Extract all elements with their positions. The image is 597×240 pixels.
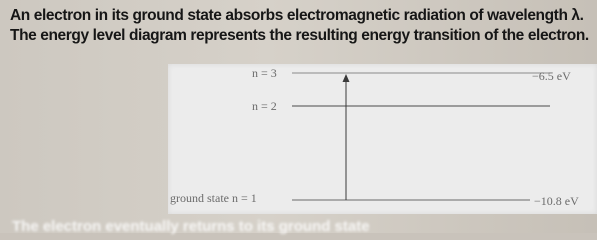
question-line-2: The energy level diagram represents the resulting energy transition of the electron. bbox=[10, 27, 589, 44]
footer-text: The electron eventually returns to its ground state bbox=[12, 218, 370, 235]
energy-level-svg bbox=[168, 64, 597, 214]
level-n3-energy: −6.5 eV bbox=[532, 69, 571, 83]
level-n3-label: n = 3 bbox=[252, 66, 277, 80]
question-line-1: An electron in its ground state absorbs electromagnetic radiation of wavelength λ. bbox=[10, 7, 584, 24]
level-n1-label: ground state n = 1 bbox=[170, 191, 257, 205]
transition-arrow-head bbox=[343, 74, 350, 82]
question-text bbox=[10, 6, 590, 46]
level-n2-label: n = 2 bbox=[252, 99, 277, 113]
level-n1-energy: −10.8 eV bbox=[534, 194, 579, 208]
energy-level-diagram bbox=[168, 64, 597, 214]
